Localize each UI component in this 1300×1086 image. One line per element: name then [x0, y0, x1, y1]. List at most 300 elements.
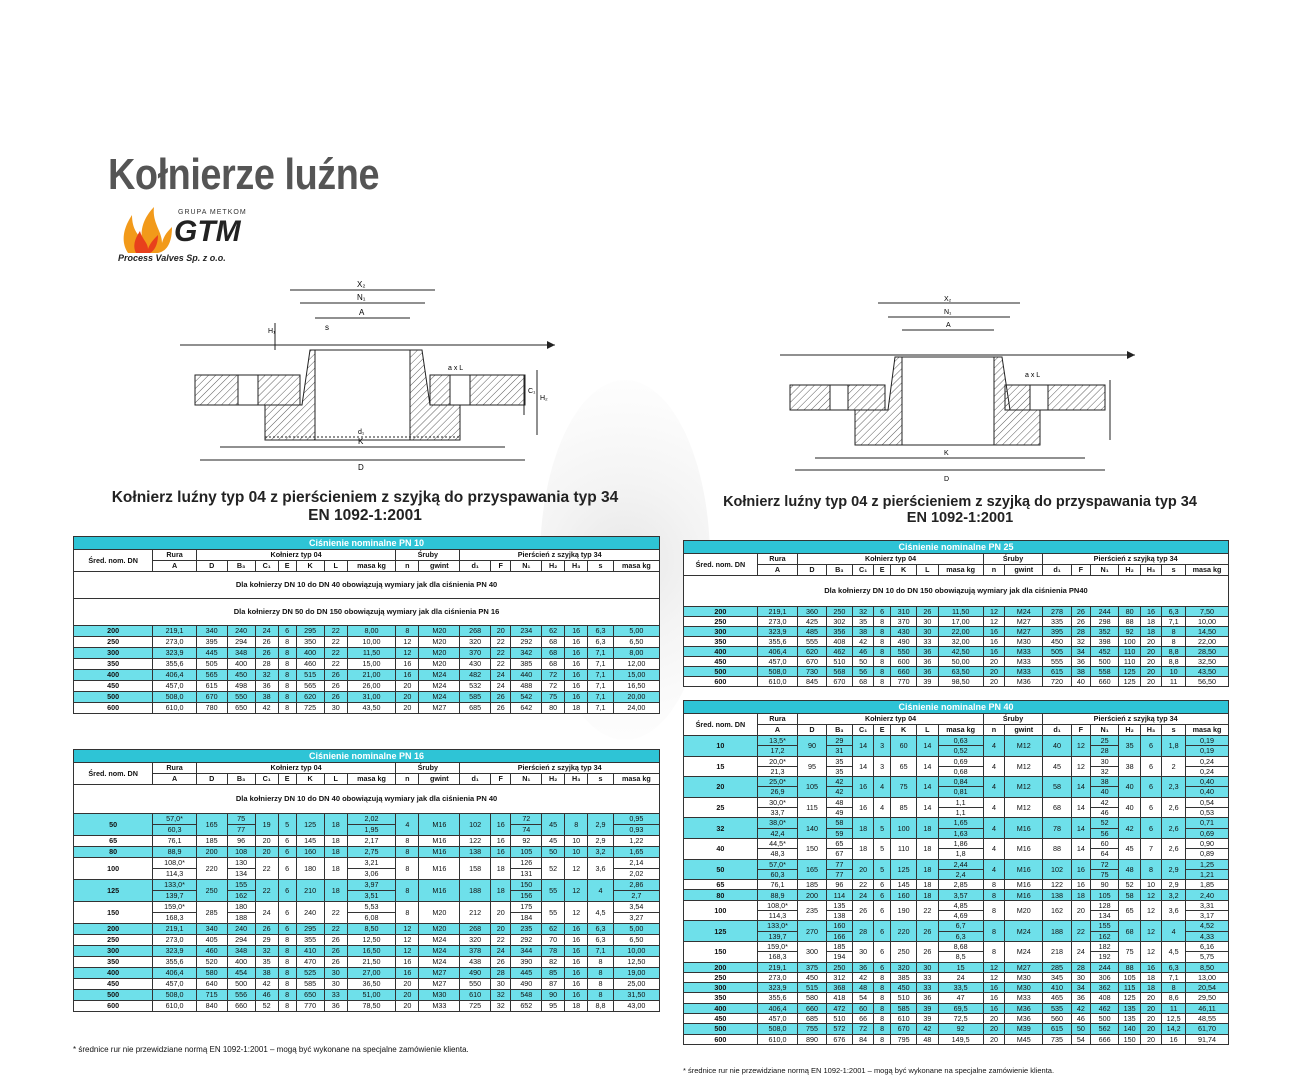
row-cell: 3,6 [588, 858, 614, 880]
row-cell: 4 [983, 797, 1004, 818]
row-cell: 8 [396, 847, 419, 858]
row-cell: 15,00 [613, 670, 659, 681]
row-cell: 63,50 [938, 667, 983, 677]
row-cell: 46,11 [1186, 1003, 1229, 1013]
row-dn: 32 [684, 818, 758, 839]
row-cell: 100 [891, 818, 917, 839]
row-cell: 8,8 [588, 1001, 614, 1012]
header-col: n [396, 774, 419, 785]
row-cell [153, 858, 197, 880]
row-cell: 273,0 [153, 935, 197, 946]
row-cell: 8 [874, 1003, 891, 1013]
row-cell: M27 [1005, 962, 1043, 972]
row-cell: 22 [324, 902, 347, 924]
row-cell: 515 [798, 983, 827, 993]
row-cell: 408 [1090, 993, 1119, 1003]
row-cell: 8 [983, 890, 1004, 900]
row-cell: 51,00 [347, 990, 396, 1001]
row-cell: 20 [491, 924, 511, 935]
row-cell: 8 [983, 941, 1004, 962]
row-cell [1186, 736, 1229, 757]
row-cell: 406,4 [153, 968, 197, 979]
row-cell: 72 [542, 681, 565, 692]
row-cell [511, 814, 542, 836]
row-cell: 642 [511, 703, 542, 714]
cell-line: 0,93 [629, 825, 644, 834]
row-cell: 505 [1043, 647, 1072, 657]
row-cell: 140 [798, 818, 827, 839]
header-group: Kołnierz typ 04 [798, 554, 984, 565]
row-cell: 8 [874, 972, 891, 982]
header-col: A [757, 725, 797, 736]
row-cell: 8 [278, 946, 296, 957]
row-cell: 470 [296, 957, 324, 968]
row-cell: 4 [396, 814, 419, 836]
row-cell [826, 838, 852, 859]
row-cell: 16 [491, 836, 511, 847]
header-col: masa kg [938, 725, 983, 736]
row-cell: 2,17 [347, 836, 396, 847]
header-col: B₃ [227, 774, 255, 785]
row-dn: 400 [684, 1003, 758, 1013]
row-cell: 16,50 [613, 681, 659, 692]
cell-line: 35 [827, 757, 852, 767]
row-cell: 32 [255, 946, 278, 957]
row-cell: 12 [396, 924, 419, 935]
row-cell: 532 [460, 681, 491, 692]
table-row [684, 657, 1229, 667]
row-cell: 12 [565, 858, 588, 880]
header-col: C₁ [852, 565, 873, 576]
header-col: masa kg [938, 565, 983, 576]
row-cell: 300 [798, 941, 827, 962]
header-col: H₂ [542, 561, 565, 572]
cell-line: 4,33 [1199, 931, 1214, 941]
row-cell: 22 [491, 637, 511, 648]
row-cell: 6 [278, 902, 296, 924]
row-dn: 200 [684, 962, 758, 972]
header-col: L [324, 561, 347, 572]
row-cell: 5 [874, 818, 891, 839]
row-cell: 16 [396, 968, 419, 979]
row-cell: 430 [891, 627, 917, 637]
row-cell: 32,50 [1186, 657, 1229, 667]
row-cell: 12 [565, 902, 588, 924]
cell-line: 77 [835, 869, 844, 879]
row-cell: 10 [1140, 880, 1161, 890]
row-cell: 457,0 [153, 681, 197, 692]
row-cell [938, 859, 983, 880]
cell-line: 131 [520, 869, 533, 878]
cell-line: 1,65 [939, 818, 983, 828]
row-cell: 14 [1071, 797, 1090, 818]
row-cell: 18 [1140, 983, 1161, 993]
row-dn: 600 [74, 1001, 153, 1012]
row-cell: 555 [1043, 657, 1072, 667]
row-cell: 370 [460, 648, 491, 659]
row-cell: 890 [798, 1034, 827, 1044]
row-cell: 8 [396, 836, 419, 847]
diagram-label-x2-right: X₂ [944, 296, 952, 303]
row-cell: 770 [891, 677, 917, 687]
row-cell: 88,9 [153, 847, 197, 858]
row-cell: 62 [542, 626, 565, 637]
row-cell: 8 [278, 637, 296, 648]
row-cell: 610,0 [757, 677, 797, 687]
row-cell: M36 [1005, 1003, 1043, 1013]
row-cell: 20 [396, 692, 419, 703]
row-dn: 80 [74, 847, 153, 858]
cell-line: 20,0* [758, 757, 797, 767]
row-cell: 36 [324, 1001, 347, 1012]
row-cell: 385 [891, 972, 917, 982]
cell-line: 1,1 [939, 798, 983, 808]
row-cell: 452 [1090, 647, 1119, 657]
cell-line: 168,3 [768, 952, 787, 962]
row-cell: 26 [1071, 617, 1090, 627]
row-cell: 16 [983, 983, 1004, 993]
row-cell: 6 [278, 924, 296, 935]
header-col: B₃ [826, 725, 852, 736]
row-cell: 620 [798, 647, 827, 657]
row-cell [613, 902, 659, 924]
row-dn: 125 [684, 921, 758, 942]
row-cell: 15,00 [347, 659, 396, 670]
row-cell: 670 [798, 657, 827, 667]
row-cell: 18 [565, 1001, 588, 1012]
table-row [74, 957, 660, 968]
table-row [74, 681, 660, 692]
row-cell: 22 [324, 924, 347, 935]
cell-line: 8,68 [939, 942, 983, 952]
row-cell: 114 [826, 890, 852, 900]
row-cell: 795 [891, 1034, 917, 1044]
row-cell: 485 [798, 627, 827, 637]
row-cell: 45 [1119, 838, 1140, 859]
row-cell: M36 [1005, 1014, 1043, 1024]
row-cell: 68 [1119, 921, 1140, 942]
row-cell: 12 [565, 880, 588, 902]
row-cell: 16 [565, 692, 588, 703]
cell-line: 52 [1091, 818, 1119, 828]
diagram-label-h2: H₂ [540, 395, 548, 402]
row-cell [826, 900, 852, 921]
row-cell [938, 736, 983, 757]
row-dn: 450 [684, 657, 758, 667]
header-col: K [891, 565, 917, 576]
row-cell: M12 [1005, 777, 1043, 798]
header-col: L [324, 774, 347, 785]
row-cell: 445 [511, 968, 542, 979]
header-col: masa kg [613, 561, 659, 572]
cell-line: 75 [228, 814, 255, 825]
row-cell: 30 [917, 962, 938, 972]
row-cell [938, 818, 983, 839]
table-header-row [684, 714, 1229, 725]
row-cell: 8 [278, 648, 296, 659]
row-cell: 3,2 [588, 847, 614, 858]
row-cell: 56,50 [1186, 677, 1229, 687]
row-cell: 28 [1071, 962, 1090, 972]
cell-line: 60,3 [167, 825, 182, 834]
row-cell: 21,00 [347, 670, 396, 681]
header-col: E [874, 725, 891, 736]
table-row [684, 983, 1229, 993]
row-cell: 8 [874, 1014, 891, 1024]
header-col: s [588, 561, 614, 572]
row-cell: 4 [874, 797, 891, 818]
row-cell: 30 [1071, 972, 1090, 982]
cell-line: 0,63 [939, 736, 983, 746]
row-dn: 600 [684, 1034, 758, 1044]
row-cell: M20 [419, 626, 460, 637]
row-cell: 450 [1043, 637, 1072, 647]
cell-line: 28 [1100, 746, 1109, 756]
row-cell: 355,6 [153, 957, 197, 968]
cell-line: 3,97 [348, 880, 396, 891]
row-cell: 6 [874, 880, 891, 890]
row-cell: 110 [1119, 657, 1140, 667]
row-cell: 180 [296, 858, 324, 880]
row-cell: 14 [1071, 777, 1090, 798]
row-cell: 16 [983, 1003, 1004, 1013]
row-cell: 105 [798, 777, 827, 798]
cell-line: 135 [827, 901, 852, 911]
row-cell: 4 [983, 756, 1004, 777]
flange-diagram-right [770, 295, 1140, 485]
cell-line: 60,3 [770, 869, 785, 879]
row-cell: 26 [324, 946, 347, 957]
table-row [74, 968, 660, 979]
cell-line: 2,44 [939, 860, 983, 870]
row-cell: 20 [1071, 900, 1090, 921]
row-cell: 18 [1071, 890, 1090, 900]
row-cell: 54 [852, 993, 873, 1003]
row-cell: 22 [324, 626, 347, 637]
row-cell [1090, 756, 1119, 777]
row-cell: 360 [798, 607, 827, 617]
row-cell: 26 [917, 607, 938, 617]
row-cell: 488 [511, 681, 542, 692]
header-col: F [491, 561, 511, 572]
table-pn40 [683, 700, 1229, 1045]
row-cell: M16 [419, 858, 460, 880]
row-cell: 33 [917, 972, 938, 982]
cell-line: 65 [827, 839, 852, 849]
row-cell: 20 [1140, 667, 1161, 677]
row-cell: 285 [196, 902, 227, 924]
cell-line: 0,52 [953, 746, 968, 756]
cell-line: 3,27 [629, 913, 644, 922]
row-cell: 115 [1119, 983, 1140, 993]
row-cell: 48 [917, 1034, 938, 1044]
row-cell: 425 [798, 617, 827, 627]
row-cell: 410 [296, 946, 324, 957]
row-cell: 6 [1140, 797, 1161, 818]
row-cell: 24 [491, 670, 511, 681]
row-cell: 68 [542, 659, 565, 670]
row-cell: 348 [227, 648, 255, 659]
row-cell: 24 [852, 890, 873, 900]
row-cell: 20 [983, 1024, 1004, 1034]
table-row [74, 902, 660, 924]
row-cell: 335 [1043, 617, 1072, 627]
row-cell: 640 [196, 979, 227, 990]
row-cell [511, 902, 542, 924]
row-cell: 45 [542, 836, 565, 847]
row-cell: 21,50 [347, 957, 396, 968]
header-col: L [917, 565, 938, 576]
cell-line: 1,1 [955, 808, 966, 818]
row-cell: M33 [1005, 657, 1043, 667]
row-dn: 250 [684, 972, 758, 982]
cell-line: 75 [1100, 869, 1109, 879]
row-cell: 22 [255, 858, 278, 880]
diagram-label-n1-right: N₁ [944, 309, 952, 316]
row-cell: 138 [460, 847, 491, 858]
cell-line: 128 [1091, 901, 1119, 911]
row-cell: M27 [1005, 627, 1043, 637]
row-cell: 22 [255, 880, 278, 902]
cell-line: 0,68 [953, 766, 968, 776]
table-row [74, 924, 660, 935]
row-cell: M16 [419, 880, 460, 902]
row-cell: 100 [1119, 637, 1140, 647]
row-cell [938, 797, 983, 818]
row-cell: 2,6 [1162, 818, 1186, 839]
row-cell: 110 [891, 838, 917, 859]
row-cell: 400 [227, 659, 255, 670]
row-cell: 450 [798, 972, 827, 982]
cell-line: 44,5* [758, 839, 797, 849]
row-cell: 30 [917, 617, 938, 627]
row-cell: 28 [491, 968, 511, 979]
row-cell: 8 [396, 902, 419, 924]
cell-line: 1,63 [953, 828, 968, 838]
row-cell: 30 [917, 627, 938, 637]
row-cell: 7,1 [588, 670, 614, 681]
header-col: B₃ [227, 561, 255, 572]
row-cell: 200 [798, 890, 827, 900]
row-cell: 406,4 [153, 670, 197, 681]
header-col: K [891, 725, 917, 736]
row-cell: 46 [1071, 1014, 1090, 1024]
row-cell: 98,50 [938, 677, 983, 687]
row-cell: 16 [1140, 607, 1161, 617]
row-cell: 6 [278, 858, 296, 880]
header-dn: Śred. nom. DN [74, 763, 153, 785]
row-cell: 10,00 [613, 946, 659, 957]
row-cell [826, 818, 852, 839]
row-cell: 105 [1090, 890, 1119, 900]
row-dn: 400 [74, 670, 153, 681]
cell-line: 3,06 [364, 869, 379, 878]
row-cell: 16 [852, 797, 873, 818]
row-cell: 7,1 [588, 692, 614, 703]
row-cell: 50,00 [938, 657, 983, 667]
row-cell: 3 [874, 756, 891, 777]
row-cell: 219,1 [757, 607, 797, 617]
row-cell: 96 [826, 880, 852, 890]
cell-line: 175 [511, 902, 541, 913]
row-cell: M12 [1005, 736, 1043, 757]
row-cell: 292 [511, 935, 542, 946]
row-cell: 472 [826, 1003, 852, 1013]
header-col: gwint [1005, 725, 1043, 736]
row-cell: 482 [460, 670, 491, 681]
row-dn: 200 [74, 924, 153, 935]
cell-line: 182 [1091, 942, 1119, 952]
row-cell: 32,00 [938, 637, 983, 647]
row-cell: 16,50 [347, 946, 396, 957]
row-cell: 26 [491, 957, 511, 968]
row-cell: 36 [1071, 993, 1090, 1003]
row-cell: 122 [460, 836, 491, 847]
row-cell: 110 [1119, 647, 1140, 657]
row-cell: 32 [255, 670, 278, 681]
cell-line: 133,0* [153, 880, 196, 891]
row-cell: 1,22 [613, 836, 659, 847]
row-cell: 85 [891, 797, 917, 818]
header-col: E [874, 565, 891, 576]
table-pn10 [73, 536, 660, 714]
row-cell: 8,00 [347, 626, 396, 637]
row-cell: 7,1 [1162, 972, 1186, 982]
row-cell: 218 [1043, 941, 1072, 962]
header-dn: Śred. nom. DN [684, 554, 758, 576]
row-cell: 240 [227, 626, 255, 637]
row-cell: 188 [460, 880, 491, 902]
row-cell: 323,9 [757, 983, 797, 993]
row-cell: 395 [1043, 627, 1072, 637]
row-dn: 65 [74, 836, 153, 847]
cell-line: 0,54 [1186, 798, 1228, 808]
page-title: Kołnierze luźne [108, 150, 380, 199]
row-cell: 12 [983, 617, 1004, 627]
cell-line: 155 [228, 880, 255, 891]
row-cell [1186, 818, 1229, 839]
row-cell: 145 [296, 836, 324, 847]
row-cell: 14 [917, 777, 938, 798]
row-cell: 250 [826, 607, 852, 617]
row-cell: 250 [891, 941, 917, 962]
row-cell: 3,2 [1162, 890, 1186, 900]
row-cell: 20,54 [1186, 983, 1229, 993]
cell-line: 42 [835, 787, 844, 797]
row-cell [826, 921, 852, 942]
row-cell: 670 [826, 677, 852, 687]
row-cell: 2,6 [1162, 838, 1186, 859]
cell-line: 58 [827, 818, 852, 828]
row-cell: 55 [542, 902, 565, 924]
row-cell: 457,0 [757, 657, 797, 667]
row-cell: 8,00 [613, 648, 659, 659]
panel-title-left-line2: EN 1092-1:2001 [308, 507, 422, 524]
cell-line: 185 [827, 942, 852, 952]
row-cell: 33,5 [938, 983, 983, 993]
row-dn: 20 [684, 777, 758, 798]
cell-line: 32 [1100, 766, 1109, 776]
header-col: N₁ [1090, 725, 1119, 736]
cell-line: 0,53 [1199, 808, 1214, 818]
cell-line: 35 [835, 766, 844, 776]
row-cell: 70 [542, 935, 565, 946]
row-cell: 1,8 [1162, 736, 1186, 757]
row-cell: 715 [196, 990, 227, 1001]
row-cell: 16 [491, 847, 511, 858]
row-cell [757, 941, 797, 962]
row-cell: 14 [917, 736, 938, 757]
